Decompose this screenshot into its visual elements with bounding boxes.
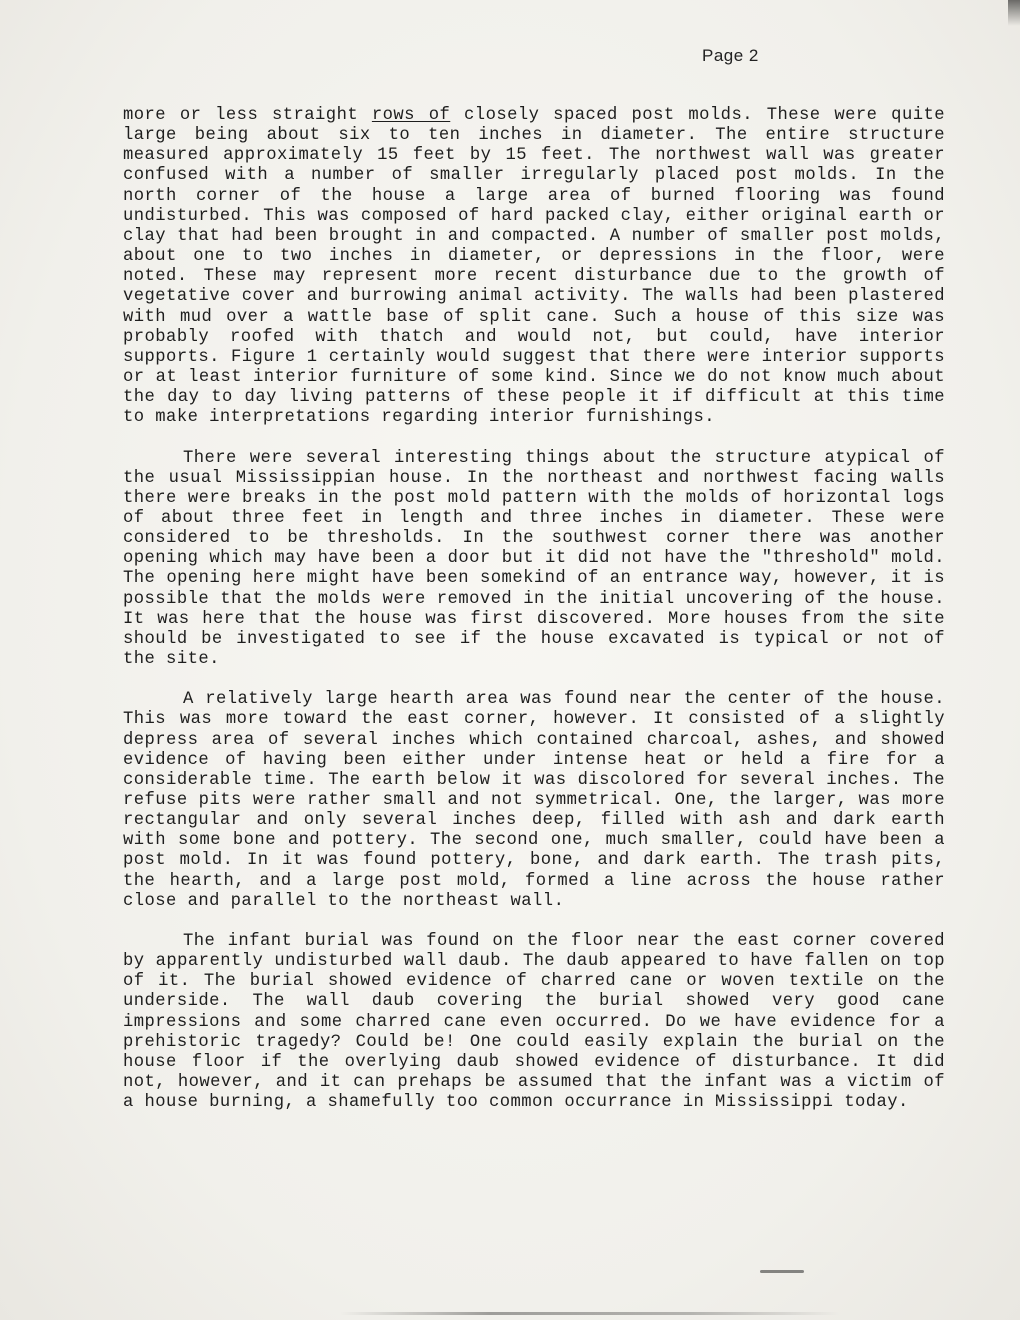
scan-corner-shadow: [1008, 0, 1020, 26]
scan-bottom-edge-shadow: [340, 1312, 840, 1315]
paragraph-4: The infant burial was found on the floor near the east corner covered by apparently undisturbed wall daub. The daub appeared to have fallen on top of it. The burial showed evidence of charred cane or woven textile on the underside. The wall daub covering the burial showed very good cane impressions and some charred cane even occurred. Do we have evidence for a prehistoric tragedy? Could be! One could easily explain the burial on the house floor if the overlying daub showed evidence of disturbance. It did not, however, and it can prehaps be assumed that the infant was a victim of a house burning, a shamefully too common occurrance in Mississippi today.: [123, 931, 945, 1113]
paragraph-1: [123, 106, 945, 429]
paragraph-1-underlined-text: rows of: [371, 106, 451, 125]
page-number: Page 2: [702, 46, 759, 65]
paragraph-2: There were several interesting things about the structure atypical of the usual Mississippian house. In the northeast and northwest facing walls there were breaks in the post mold pattern with the molds of horizontal logs of about three feet in length and three inches in diameter. These were considered to be thresholds. In the southwest corner there was another opening which may have been a door but it did not have the "threshold" mold. The opening here might have been somekind of an entrance way, however, it is possible that the molds were removed in the initial uncovering of the house. It was here that the house was first discovered. More houses from the site should be investigated to see if the house excavated is typical or not of the site.: [123, 448, 945, 670]
paragraph-1-text-rest: closely spaced post molds. These were quite large being about six to ten inches in diameter. The entire structure measured approximately 15 feet by 15 feet. The northwest wall was greater confused with a number of smaller irregularly placed post molds. In the north corner of the house a large area of burned flooring was found undisturbed. This was composed of hard packed clay, either original earth or clay that had been brought in and compacted. A number of smaller post molds, about one to two inches in diameter, or depressions in the floor, were noted. These may represent more recent disturbance due to the growth of vegetative cover and burrowing animal activity. The walls had been plastered with mud over a wattle base of split cane. Such a house of this size was probably roofed with thatch and would not, but could, have interior supports. Figure 1 certainly would suggest that there were interior supports or at least interior furniture of some kind. Since we do not know much about the day to day living patterns of these people it if difficult at this time to make interpretations regarding interior furnishings.: [123, 106, 946, 428]
body-text: [123, 106, 945, 1113]
paragraph-1-text-start: more or less straight: [123, 106, 372, 125]
scan-smudge: [760, 1270, 804, 1273]
paragraph-3: A relatively large hearth area was found near the center of the house. This was more toward the east corner, however. It consisted of a slightly depress area of several inches which contained charcoal, ashes, and showed evidence of having been either under intense heat or held a fire for a considerable time. The earth below it was discolored for several inches. The refuse pits were rather small and not symmetrical. One, the larger, was more rectangular and only several inches deep, filled with ash and dark earth with some bone and pottery. The second one, much smaller, could have been a post mold. In it was found pottery, bone, and dark earth. The trash pits, the hearth, and a large post mold, formed a line across the house rather close and parallel to the northeast wall.: [123, 690, 945, 911]
